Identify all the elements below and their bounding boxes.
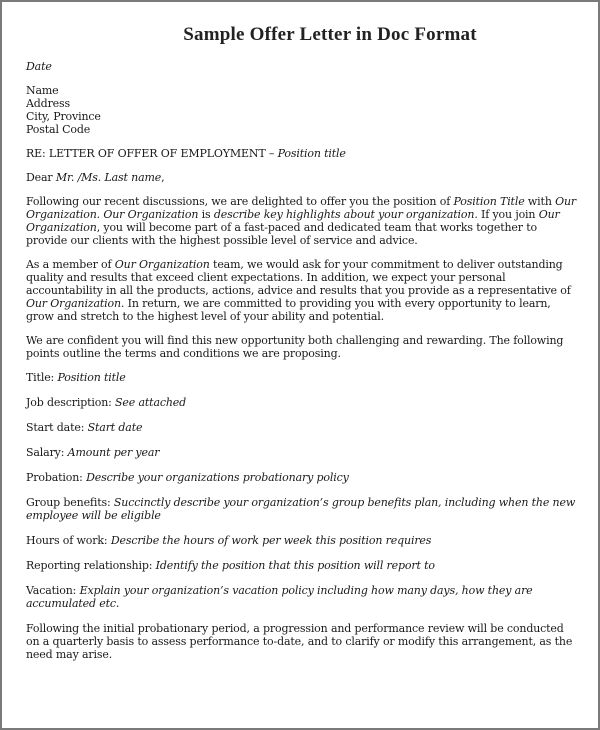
recipient-address [26,84,578,136]
term-value: Describe your organizations probationary policy [86,471,349,484]
term-label: Vacation: [26,584,80,597]
term-value: Position title [57,371,126,384]
term-label: Title: [26,371,58,384]
placeholder-text: Our Organization. [26,297,125,310]
term-value: Identify the position that this position will report to [155,559,435,572]
term-vacation [26,584,578,610]
term-value: Succinctly describe your organization’s group benefits plan, including when the new employee will be eligible [26,496,576,522]
placeholder-text: describe key highlights about your organization. [213,208,478,221]
address-postal: Postal Code [26,123,91,136]
re-position: Position title [277,147,346,160]
paragraph-commitment [26,258,578,323]
address-city: City, Province [26,110,101,123]
term-start-date [26,421,578,434]
paragraph-intro [26,195,578,247]
text: As a member of [26,258,115,271]
term-title [26,371,578,384]
term-reporting-relationship [26,559,578,572]
term-value: Explain your organization’s vacation policy including how many days, how they are accumulated etc. [26,584,533,610]
re-prefix: RE: LETTER OF OFFER OF EMPLOYMENT – [26,147,278,160]
placeholder-text: Our Organization [114,258,210,271]
salutation-suffix: , [161,171,165,184]
text: Following our recent discussions, we are delighted to offer you the position of [26,195,454,208]
term-probation [26,471,578,484]
term-value: Describe the hours of work per week this position requires [110,534,432,547]
term-label: Job description: [26,396,116,409]
term-value: See attached [115,396,187,409]
address-name: Name [26,84,59,97]
term-label: Group benefits: [26,496,114,509]
text: , you will become part of a fast-paced and dedicated team that works together to provide our clients with the highest possible level of service and advice. [26,221,537,247]
text: is [198,208,214,221]
term-label: Hours of work: [26,534,111,547]
text: team, we would ask for your commitment to deliver outstanding quality and results that exceed client expectations. In addition, we expect your personal accountability in all the products, actions, advice and results that you provide as a representative of [26,258,571,297]
term-value: Start date [87,421,143,434]
term-label: Reporting relationship: [26,559,156,572]
document-title: Sample Offer Letter in Doc Format [183,24,477,45]
term-job-description [26,396,578,409]
term-hours-of-work [26,534,578,547]
text: If you join [477,208,539,221]
salutation-name: Mr. /Ms. Last name [55,171,162,184]
salutation [26,171,578,184]
letter-body [26,60,578,672]
paragraph-terms-intro: We are confident you will find this new opportunity both challenging and rewarding. The following points outline the terms and conditions we are proposing. [26,334,564,360]
term-label: Start date: [26,421,88,434]
placeholder-text: Our Organization. Our Organization [26,195,577,221]
term-label: Probation: [26,471,87,484]
term-salary [26,446,578,459]
date-line [26,60,578,73]
term-label: Salary: [26,446,68,459]
address-street: Address [26,97,71,110]
paragraph-closing: Following the initial probationary period, a progression and performance review will be conducted on a quarterly basis to assess performance to-date, and to clarify or modify this arrangement, as the need may arise. [26,622,573,661]
re-line [26,147,578,160]
placeholder-text: Position Title [453,195,525,208]
text: with [524,195,556,208]
term-group-benefits [26,496,578,522]
text: In return, we are committed to providing you with every opportunity to learn, grow and stretch to the highest level of your ability and potential. [26,297,551,323]
salutation-prefix: Dear [26,171,56,184]
placeholder-text: Our Organization [26,208,560,234]
term-value: Amount per year [67,446,160,459]
date-placeholder: Date [26,60,52,73]
